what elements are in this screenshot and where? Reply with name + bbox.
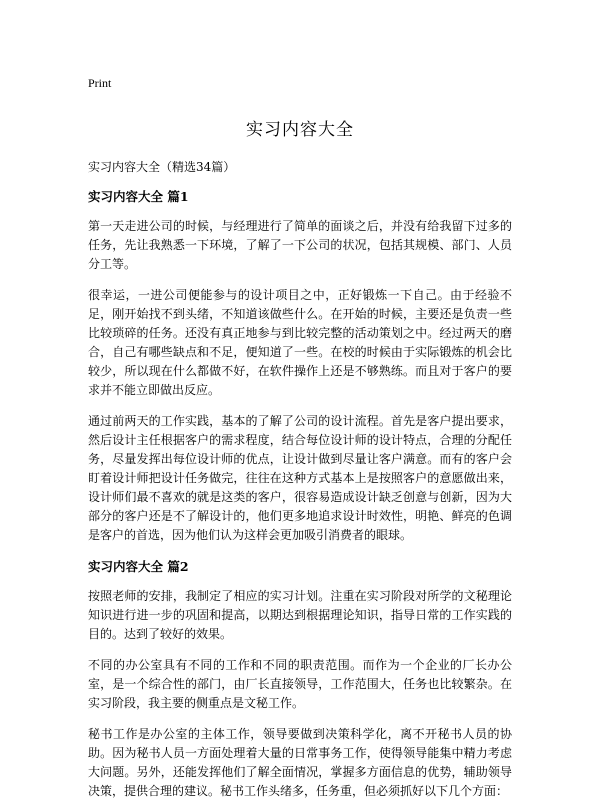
section-heading: 实习内容大全 篇2 [88,559,189,574]
paragraph: 秘书工作是办公室的主体工作，领导要做到决策科学化，离不开秘书人员的协助。因为秘书人员一方面处理着大量的日常事务工作，使得领导能集中精力考虑大问题。另外，还能发挥他们了解全面情况，掌握多方面信息的优势，辅助领导决策，提供合理的建议。秘书工作头绪多，任务重，但必须抓好以下几个方面： [88,727,512,798]
section-heading: 实习内容大全 篇1 [88,189,189,204]
section-2 [88,557,512,801]
paragraph: 通过前两天的工作实践，基本的了解了公司的设计流程。首先是客户提出要求，然后设计主任根据客户的需求程度，结合每位设计师的设计特点，合理的分配任务，尽量发挥出每位设计师的优点，让设计做到尽量让客户满意。而有的客户会盯着设计师把设计任务做完，往往在这种方式基本上是按照客户的意愿做出来，设计师们最不喜欢的就是这类的客户，很容易造成设计缺乏创意与创新，因为大部分的客户还是不了解设计的，他们更多地追求设计时效性，明艳、鲜亮的色调是客户的首选，因为他们认为这样会更加吸引消费者的眼球。 [88,414,512,542]
document-title: 实习内容大全 [246,120,354,140]
paragraph: 按照老师的安排，我制定了相应的实习计划。注重在实习阶段对所学的文秘理论知识进行进一步的巩固和提高，以期达到根据理论知识，指导日常的工作实践的目的。达到了较好的效果。 [88,589,512,641]
paragraph: 第一天走进公司的时候，与经理进行了简单的面谈之后，并没有给我留下过多的任务，先让我熟悉一下环境，了解了一下公司的状况，包括其规模、部门、人员分工等。 [88,219,512,271]
print-link[interactable]: Print [88,76,112,90]
section-1 [88,187,512,545]
paragraph: 不同的办公室具有不同的工作和不同的职责范围。而作为一个企业的厂长办公室，是一个综合性的部门，由厂长直接领导，工作范围大，任务也比较繁杂。在实习阶段，我主要的侧重点是文秘工作。 [88,658,512,710]
paragraph: 很幸运，一进公司便能参与的设计项目之中，正好锻炼一下自己。由于经验不足，刚开始找不到头绪，不知道该做些什么。在开始的时候，主要还是负责一些比较琐碎的任务。还没有真正地参与到比较完整的活动策划之中。经过两天的磨合，自己有哪些缺点和不足，便知道了一些。在校的时候由于实际锻炼的机会比较少，所以现在什么都做不好，在软件操作上还是不够熟练。而且对于客户的要求并不能立即做出反应。 [88,288,512,397]
document-subtitle: 实习内容大全（精选34篇） [88,160,236,174]
